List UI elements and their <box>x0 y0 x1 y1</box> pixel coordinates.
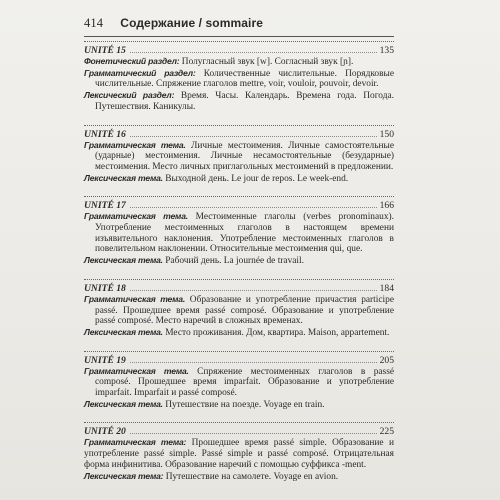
toc-entry <box>84 399 394 411</box>
toc-entry <box>84 68 394 90</box>
toc-unit <box>84 422 394 482</box>
entry-text: Путешествие на поезде. Voyage en train. <box>162 399 325 410</box>
entry-text: Количественные числительные. Порядковые числительные. Спряжение глаголов mettre, voir, vouloir, pouvoir, devoir. <box>95 68 394 90</box>
entry-text: Путешествие на самолете. Voyage en avion. <box>163 471 339 482</box>
entry-label: Грамматическая тема. <box>84 365 189 376</box>
dot-leader <box>130 289 377 291</box>
toc-unit <box>84 196 394 267</box>
page-header <box>84 16 394 31</box>
header-divider <box>84 36 394 37</box>
unit-title: UNITÉ 18 <box>84 282 126 294</box>
toc-entry <box>84 471 394 483</box>
entry-text: Рабочий день. La journée de travail. <box>162 256 304 267</box>
toc-entry <box>84 255 394 267</box>
entry-text: Образование и употребление причастия participe passé. Прошедшее время passé composé. Образование и употребление passé composé. Место наречий в сложных временах. <box>95 294 395 327</box>
entry-label: Лексический раздел: <box>84 90 175 101</box>
dot-leader <box>130 361 377 363</box>
unit-title: UNITÉ 16 <box>84 128 126 140</box>
entry-label: Лексическая тема. <box>84 255 163 266</box>
unit-title: UNITÉ 15 <box>84 45 126 56</box>
unit-page-number: 166 <box>379 200 394 212</box>
entry-label: Лексическая тема. <box>84 398 163 409</box>
toc-unit <box>84 351 394 411</box>
unit-heading <box>84 351 394 366</box>
toc-entry <box>84 56 394 68</box>
dot-leader <box>130 432 377 434</box>
unit-heading <box>84 279 394 294</box>
toc-entry <box>84 90 394 112</box>
toc-entry <box>84 173 394 185</box>
entry-text: Выходной день. Le jour de repos. Le week-end. <box>162 173 349 184</box>
unit-page-number: 135 <box>379 45 394 56</box>
toc-unit <box>84 125 394 185</box>
unit-title: UNITÉ 19 <box>84 354 126 366</box>
unit-title: UNITÉ 20 <box>84 426 126 438</box>
entry-label: Грамматическая тема. <box>84 211 188 222</box>
entry-text: Местоименные глаголы (verbes pronominaux). Употребление местоименных глаголов в настоящем времени изъявительного наклонения. Употребление местоименных глаголов в повелительном наклонении. Относительные местоимения qui, que. <box>95 212 394 255</box>
toc-entry <box>84 140 394 173</box>
toc-entry <box>84 327 394 339</box>
entry-label: Грамматическая тема. <box>84 293 186 304</box>
entry-text: Время. Часы. Календарь. Времена года. Погода. Путешествия. Каникулы. <box>95 91 394 112</box>
entry-label: Лексическая тема. <box>84 172 163 183</box>
entry-text: Спряжение местоименных глаголов в passé composé. Прошедшее время imparfait. Образование и употребление imparfait. Imparfait и passé composé. <box>95 366 395 399</box>
entry-label: Лексическая тема: <box>84 470 164 481</box>
unit-page-number: 205 <box>379 354 394 366</box>
unit-heading <box>84 422 394 437</box>
unit-page-number: 225 <box>379 426 394 438</box>
entry-text: Личные местоимения. Личные самостоятельные (ударные) местоимения. Личные несамостоятельные (безударные) местоимения. Место личных приглагольных местоимений в предложении. <box>95 140 394 172</box>
dot-leader <box>130 135 377 137</box>
toc-entry <box>84 211 394 255</box>
unit-page-number: 150 <box>379 128 394 140</box>
unit-title: UNITÉ 17 <box>84 200 126 212</box>
unit-heading <box>84 125 394 140</box>
dot-leader <box>130 206 377 208</box>
entry-text: Место проживания. Дом, квартира. Maison, appartement. <box>162 327 390 338</box>
page-number: 414 <box>84 16 104 30</box>
entry-label: Грамматическая тема: <box>84 437 187 448</box>
toc-entry <box>84 366 394 399</box>
entry-label: Лексическая тема. <box>84 326 163 337</box>
entry-text: Прошедшее время passé simple. Образование и употребление passé simple. Passé simple и passé composé. Отрицательная форма инфинитива. Образование наречий с помощью суффикса -ment. <box>84 438 394 470</box>
entry-label: Грамматическая тема. <box>84 139 186 150</box>
entry-text: Полугласный звук [w]. Согласный звук [ɲ]. <box>179 57 354 67</box>
unit-heading <box>84 196 394 211</box>
unit-page-number: 184 <box>379 282 394 294</box>
toc-unit <box>84 41 394 113</box>
toc-entry <box>84 437 394 470</box>
page-title: Содержание / sommaire <box>120 16 264 30</box>
dot-leader <box>130 51 377 53</box>
entry-label: Грамматический раздел: <box>84 67 196 78</box>
unit-heading <box>84 41 394 56</box>
table-of-contents <box>84 41 394 494</box>
toc-entry <box>84 294 394 327</box>
toc-unit <box>84 279 394 339</box>
entry-label: Фонетический раздел: <box>84 56 180 66</box>
